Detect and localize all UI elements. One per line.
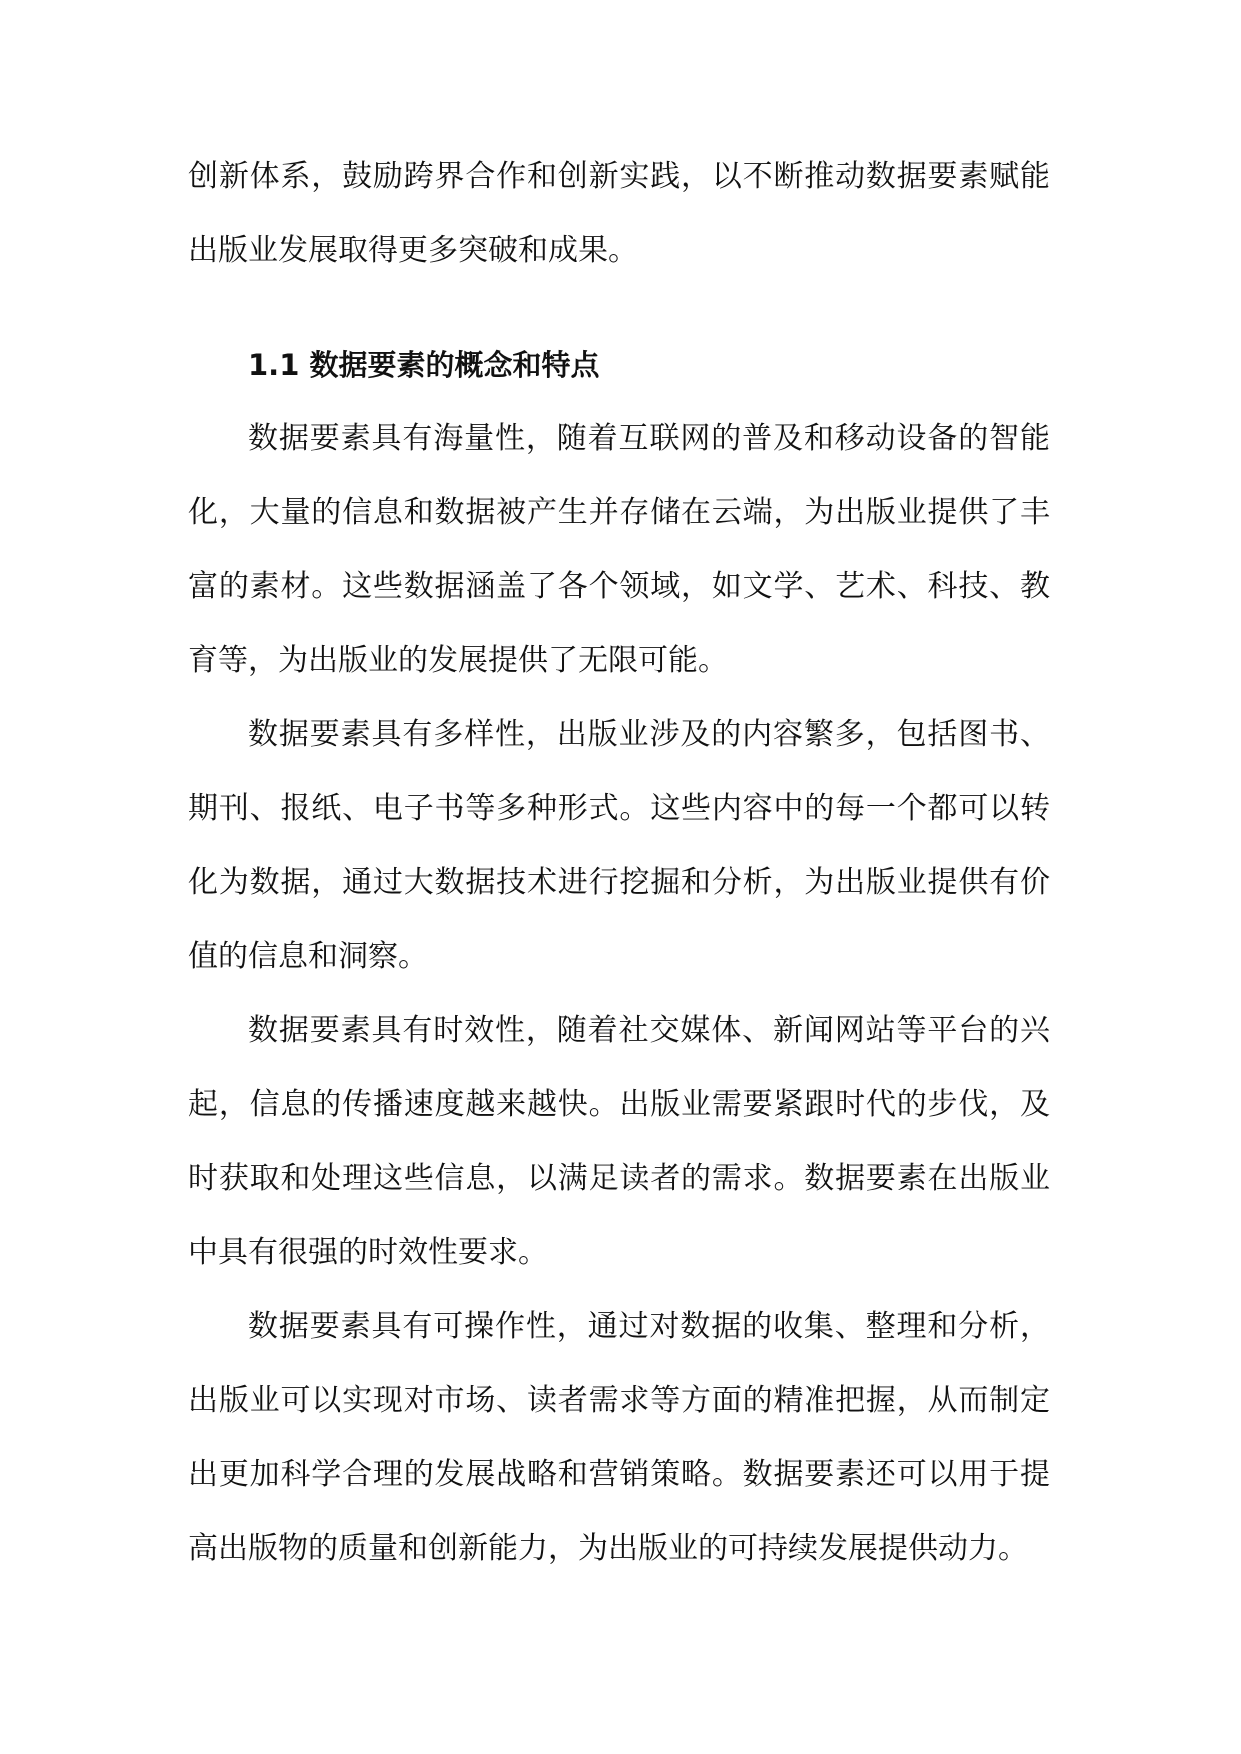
body-paragraph: 数据要素具有多样性，出版业涉及的内容繁多，包括图书、期刊、报纸、电子书等多种形式。这些内容中的每一个都可以转化为数据，通过大数据技术进行挖掘和分析，为出版业提供有价值的信息和洞察。 <box>188 717 1050 974</box>
body-paragraph: 数据要素具有时效性，随着社交媒体、新闻网站等平台的兴起，信息的传播速度越来越快。出版业需要紧跟时代的步伐，及时获取和处理这些信息，以满足读者的需求。数据要素在出版业中具有很强的时效性要求。 <box>188 1013 1050 1270</box>
body-paragraph: 数据要素具有海量性，随着互联网的普及和移动设备的智能化，大量的信息和数据被产生并存储在云端，为出版业提供了丰富的素材。这些数据涵盖了各个领域，如文学、艺术、科技、教育等，为出版业的发展提供了无限可能。 <box>188 421 1050 678</box>
body-paragraph: 数据要素具有可操作性，通过对数据的收集、整理和分析，出版业可以实现对市场、读者需求等方面的精准把握，从而制定出更加科学合理的发展战略和营销策略。数据要素还可以用于提高出版物的质量和创新能力，为出版业的可持续发展提供动力。 <box>188 1309 1050 1566</box>
section-heading: 1.1 数据要素的概念和特点 <box>248 348 600 382</box>
intro-paragraph: 创新体系，鼓励跨界合作和创新实践，以不断推动数据要素赋能出版业发展取得更多突破和成果。 <box>188 159 1050 268</box>
page-content <box>188 140 1050 1586</box>
